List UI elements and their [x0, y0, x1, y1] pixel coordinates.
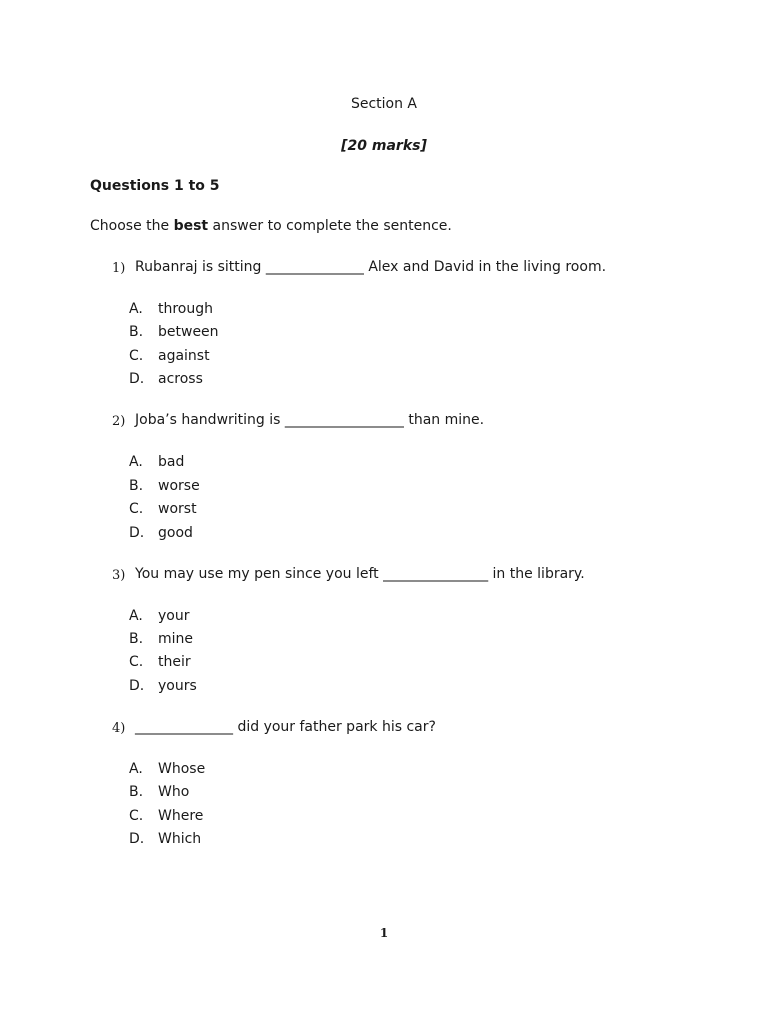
question-2-option-d-letter: D.: [129, 525, 145, 541]
question-2-option-c-text: worst: [158, 501, 197, 517]
question-1-option-b-text: between: [158, 324, 219, 340]
question-2-option-b-letter: B.: [129, 478, 144, 494]
question-1-number: 1): [112, 261, 126, 276]
instruction-emphasis: best: [173, 218, 209, 234]
question-4-option-c-letter: C.: [129, 808, 144, 824]
question-1-option-b-letter: B.: [129, 324, 144, 340]
question-4-number: 4): [112, 721, 126, 736]
question-4-option-a-letter: A.: [129, 761, 143, 777]
instruction-text: [90, 218, 452, 234]
question-3-option-c-letter: C.: [129, 654, 144, 670]
question-1-option-c-letter: C.: [129, 348, 144, 364]
question-2-number: 2): [112, 414, 126, 429]
question-4-option-d-letter: D.: [129, 831, 145, 847]
instruction-pre: Choose the: [90, 218, 174, 234]
section-marks: [20 marks]: [341, 138, 427, 154]
questions-range-heading: Questions 1 to 5: [90, 178, 220, 194]
question-3-option-d-letter: D.: [129, 678, 145, 694]
question-1-text: Rubanraj is sitting ______________ Alex and David in the living room.: [135, 259, 607, 275]
question-2-option-a-text: bad: [158, 454, 185, 470]
question-2-option-d-text: good: [158, 525, 193, 541]
question-2-option-b-text: worse: [158, 478, 200, 494]
question-2-option-c-letter: C.: [129, 501, 144, 517]
question-3-number: 3): [112, 568, 126, 583]
question-3-option-d-text: yours: [158, 678, 197, 694]
page-number: 1: [379, 926, 389, 940]
question-4-option-c-text: Where: [158, 808, 204, 824]
question-3-option-c-text: their: [158, 654, 191, 670]
question-1-option-d-letter: D.: [129, 371, 145, 387]
question-4-option-d-text: Which: [158, 831, 202, 847]
question-3-option-b-text: mine: [158, 631, 194, 647]
question-1-option-a-letter: A.: [129, 301, 143, 317]
question-4-option-a-text: Whose: [158, 761, 206, 777]
question-1-option-a-text: through: [158, 301, 214, 317]
question-3-text: You may use my pen since you left _______________ in the library.: [135, 566, 585, 582]
question-2-text: Joba’s handwriting is _________________ than mine.: [135, 412, 485, 428]
question-4-option-b-letter: B.: [129, 784, 144, 800]
question-3-option-a-letter: A.: [129, 608, 143, 624]
question-1-option-d-text: across: [158, 371, 203, 387]
section-title: Section A: [350, 96, 418, 112]
instruction-post: answer to complete the sentence.: [208, 218, 452, 234]
question-4-option-b-text: Who: [158, 784, 190, 800]
question-2-option-a-letter: A.: [129, 454, 143, 470]
question-3-option-a-text: your: [158, 608, 190, 624]
question-3-option-b-letter: B.: [129, 631, 144, 647]
question-1-option-c-text: against: [158, 348, 210, 364]
question-4-text: ______________ did your father park his car?: [135, 719, 436, 735]
